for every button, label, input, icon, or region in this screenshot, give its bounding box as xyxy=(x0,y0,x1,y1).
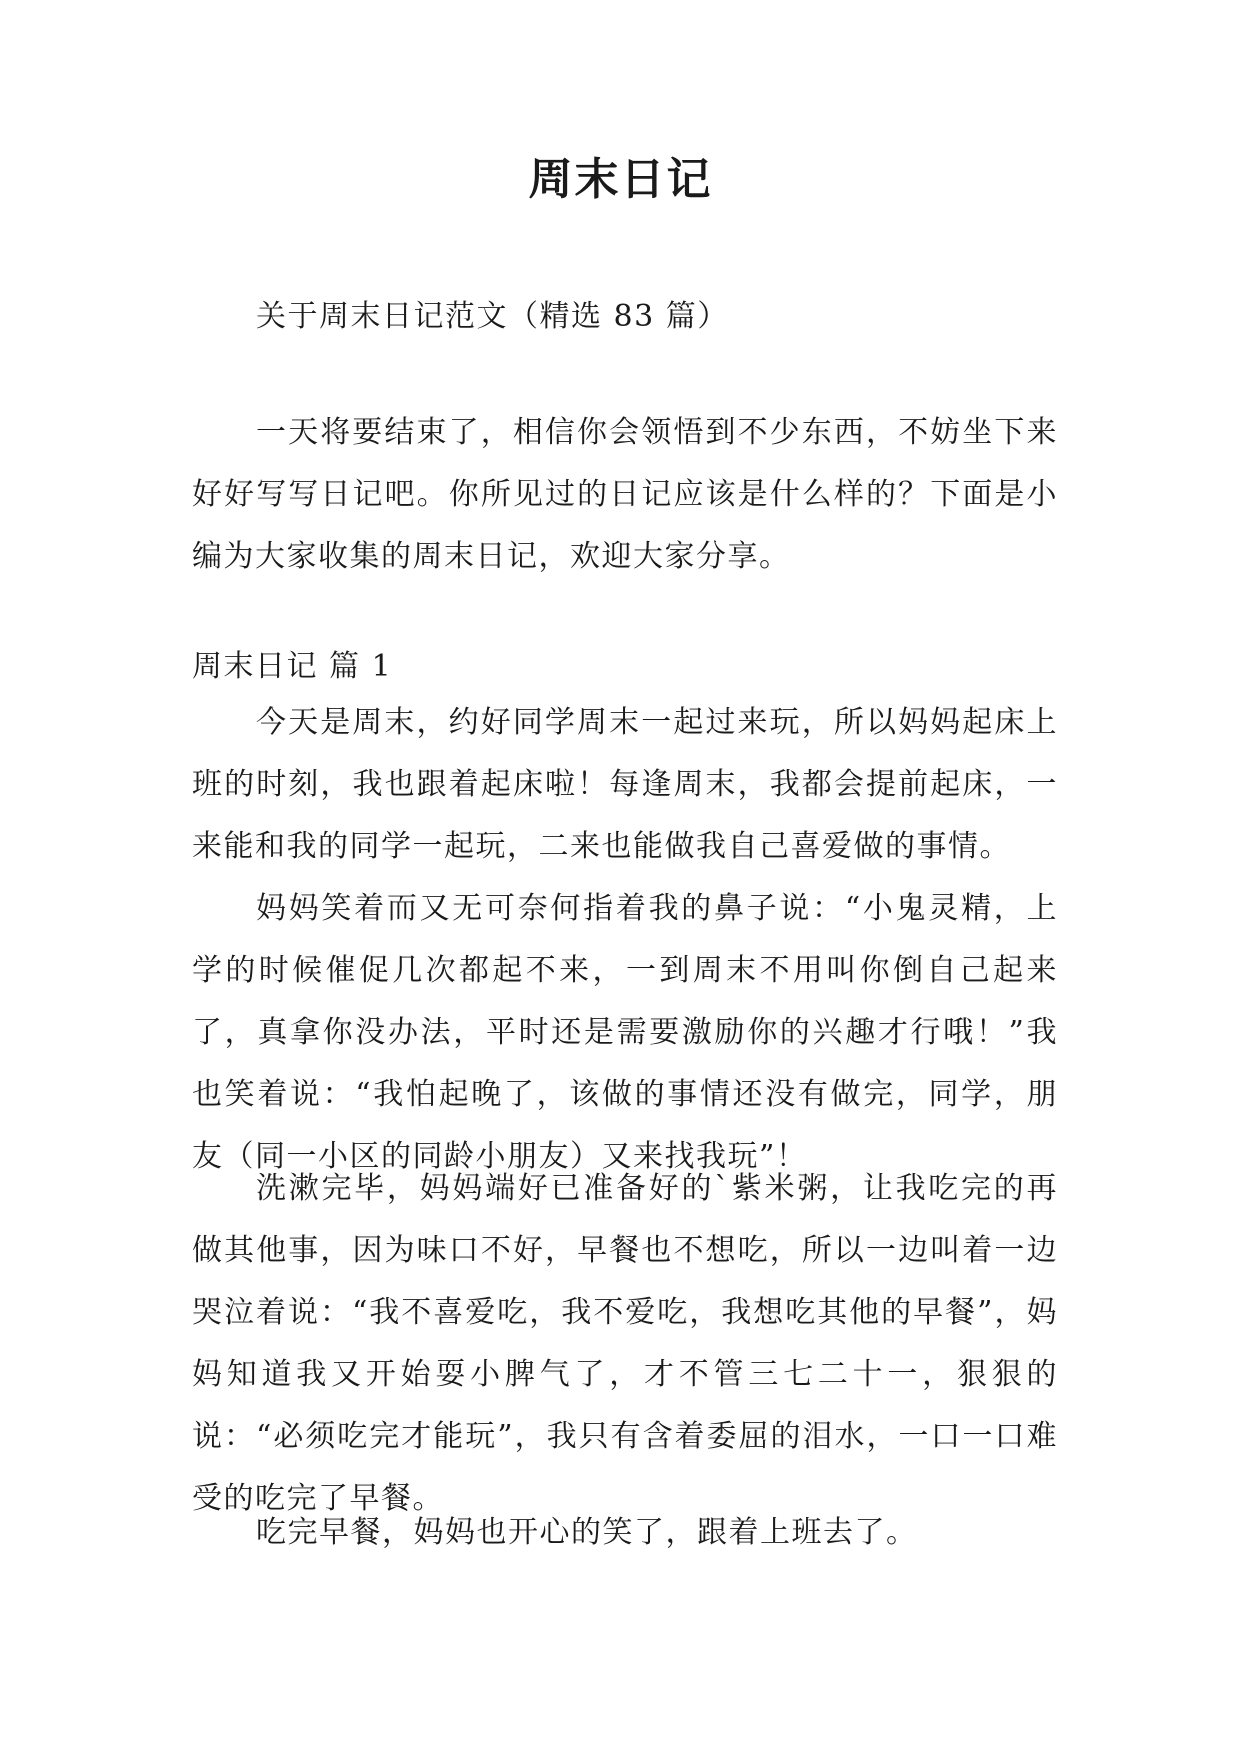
body-paragraph: 吃完早餐，妈妈也开心的笑了，跟着上班去了。 xyxy=(256,1515,918,1550)
intro-paragraph: 一天将要结束了，相信你会领悟到不少东西，不妨坐下来好好写写日记吧。你所见过的日记应该是什么样的？下面是小编为大家收集的周末日记，欢迎大家分享。 xyxy=(192,415,1058,574)
body-paragraph: 今天是周末，约好同学周末一起过来玩，所以妈妈起床上班的时刻，我也跟着起床啦！每逢周末，我都会提前起床，一来能和我的同学一起玩，二来也能做我自己喜爱做的事情。 xyxy=(192,705,1058,864)
document-title: 周末日记 xyxy=(528,154,713,205)
section-heading: 周末日记 篇 1 xyxy=(192,649,393,684)
body-paragraph: 妈妈笑着而又无可奈何指着我的鼻子说：“小鬼灵精，上学的时候催促几次都起不来，一到周末不用叫你倒自己起来了，真拿你没办法，平时还是需要激励你的兴趣才行哦！”我也笑着说：“我怕起晚了，该做的事情还没有做完，同学，朋友（同一小区的同龄小朋友）又来找我玩”！ xyxy=(192,891,1058,1174)
body-paragraph: 洗漱完毕，妈妈端好已准备好的`紫米粥，让我吃完的再做其他事，因为味口不好，早餐也不想吃，所以一边叫着一边哭泣着说：“我不喜爱吃，我不爱吃，我想吃其他的早餐”，妈妈知道我又开始耍小脾气了，才不管三七二十一，狠狠的说：“必须吃完才能玩”，我只有含着委屈的泪水，一口一口难受的吃完了早餐。 xyxy=(192,1171,1058,1516)
document-subtitle: 关于周末日记范文（精选 83 篇） xyxy=(256,299,729,334)
